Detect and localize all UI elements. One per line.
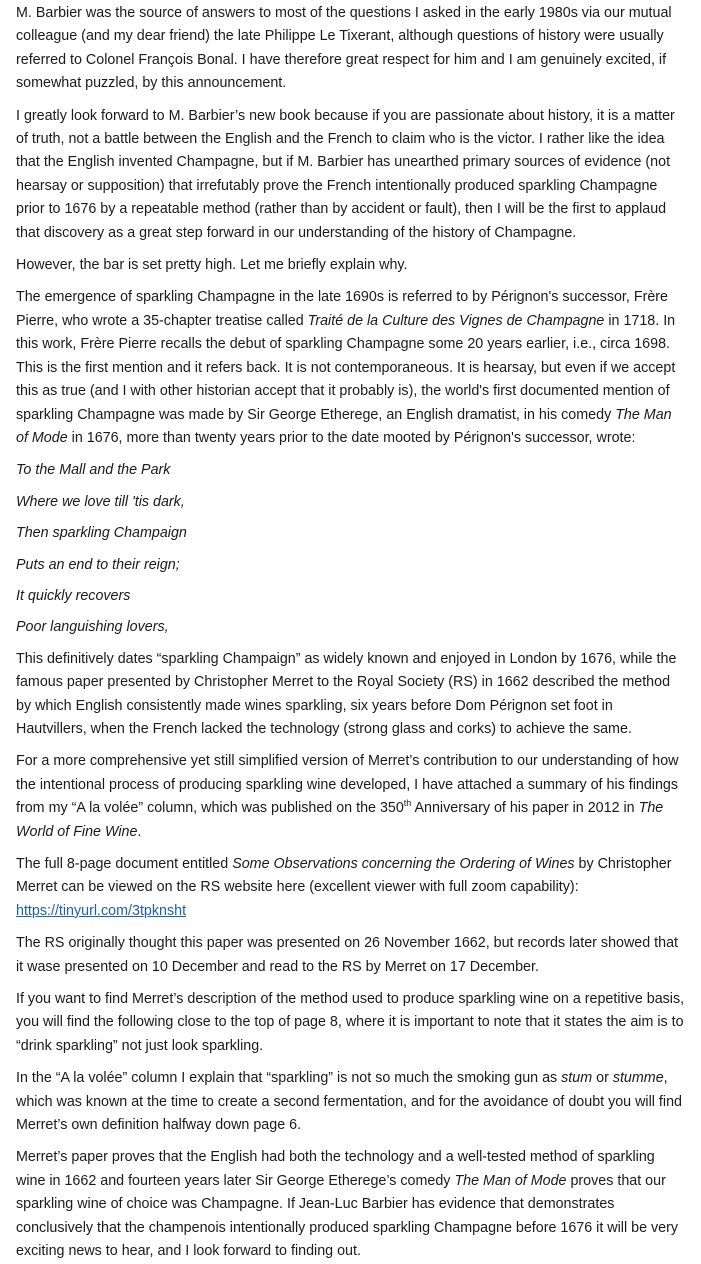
paragraph-conclusion [16, 1146, 685, 1263]
text-segment: , which was known at the time to create a second fermentation, and for the avoidance of doubt you will find Merret’s own definition halfway down page 6. [16, 1070, 682, 1134]
text-segment: Merret’s paper proves that the English had both the technology and a well-tested method of sparkling wine in 1662 and fourteen years later Sir George Etherege’s comedy [16, 1149, 655, 1189]
term-stumme: stumme [612, 1070, 664, 1087]
ordinal-suffix: th [403, 798, 412, 809]
text-segment: by Christopher Merret can be viewed on the RS website here (excellent viewer with full zoom capability): [16, 856, 672, 896]
paragraph-method: If you want to find Merret’s description of the method used to produce sparkling wine on a repetitive basis, you will find the following close to the top of page 8, where it is important to note that it states the aim is to “drink sparkling” not just look sparkling. [16, 991, 685, 1054]
verse-line: Poor languishing lovers, [16, 619, 169, 636]
paragraph-full-document [16, 853, 685, 923]
paragraph-book: I greatly look forward to M. Barbier’s new book because if you are passionate about history, it is a matter of truth, not a battle between the English and the French to claim who is the victor. I rather like the idea that the English invented Champagne, but if M. Barbier has unearthed primary sources of evidence (not hearsay or supposition) that irrefutably prove the French intentionally produced sparkling Champagne prior to 1676 by a repeatable method (rather than by accident or fault), then I will be the first to applaud that discovery as a great step forward in our understanding of the history of Champagne. [16, 107, 675, 241]
treatise-title: Traité de la Culture des Vignes de Champagne [307, 312, 605, 329]
paragraph-intro: M. Barbier was the source of answers to most of the questions I asked in the early 1980s via our mutual colleague (and my dear friend) the late Philippe Le Tixerant, although questions of history were usually referred to Colonel François Bonal. I have therefore great respect for him and I am genuinely excited, if somewhat puzzled, by this announcement. [16, 5, 672, 92]
text-segment: The emergence of sparkling Champagne in the late 1690s is referred to by Pérignon's successor, Frère Pierre, who wrote a 35-chapter treatise called [16, 289, 668, 329]
text-segment: For a more comprehensive yet still simplified version of Merret’s contribution to our understanding of how the intentional process of producing sparkling wine developed, I have attached a summary of his findings from my “A la volée” column, which was published on the 350 [16, 753, 679, 817]
text-segment: Anniversary of his paper in 2012 in [411, 800, 639, 817]
paragraph-summary [16, 750, 685, 844]
text-segment: . [137, 823, 142, 840]
paragraph-emergence [16, 286, 685, 450]
play-title: The Man of Mode [16, 406, 672, 446]
verse-line: Puts an end to their reign; [16, 556, 180, 573]
text-segment: proves that our sparkling wine of choice was Champagne. If Jean-Luc Barbier has evidence that demonstrates conclusively that the champenois intentionally produced sparkling Champagne before 1676 it will be very exciting news to hear, and I look forward to finding out. [16, 1172, 679, 1260]
text-segment: In the “A la volée” column I explain that “sparkling” is not so much the smoking gun as [16, 1070, 562, 1087]
paragraph-dates: This definitively dates “sparkling Champaign” as widely known and enjoyed in London by 1676, while the famous paper presented by Christopher Merret to the Royal Society (RS) in 1662 described the method by which English consistently made wines sparkling, six years before Dom Pérignon set foot in Hautvillers, when the French lacked the technology (strong glass and corks) to achieve the same. [16, 650, 677, 737]
term-stum: stum [561, 1070, 593, 1087]
paper-title: Some Observations concerning the Ordering of Wines [232, 856, 575, 872]
text-segment: The full 8-page document entitled [16, 856, 233, 872]
verse-line: Then sparkling Champaign [16, 525, 187, 542]
rs-document-link[interactable]: https://tinyurl.com/3tpknsht [16, 902, 187, 919]
text-segment: in 1676, more than twenty years prior to the date mooted by Pérignon's successor, wrote: [67, 429, 636, 446]
play-title: The Man of Mode [454, 1172, 567, 1189]
verse-line: It quickly recovers [16, 587, 131, 604]
magazine-title: The World of Fine Wine [16, 800, 664, 840]
text-segment: in 1718. In this work, Frère Pierre recalls the debut of sparkling Champagne some 20 years earlier, i.e., circa 1698. This is the first mention and it refers back. It is not contemporaneous. It is hearsay, but even if we accept this as true (and I with other historian accept that it probably is), the world's first documented mention of sparkling Champagne was made by Sir George Etherege, an English dramatist, in his comedy [16, 312, 676, 423]
paragraph-dates-correction: The RS originally thought this paper was presented on 26 November 1662, but records later showed that it wase presented on 10 December and read to the RS by Merret on 17 December. [16, 935, 679, 975]
verse-line: To the Mall and the Park [16, 462, 171, 479]
verse-line: Where we love till 'tis dark, [16, 493, 185, 510]
text-segment: or [592, 1070, 613, 1087]
paragraph-stum [16, 1067, 685, 1137]
paragraph-bar: However, the bar is set pretty high. Let me briefly explain why. [16, 257, 408, 274]
